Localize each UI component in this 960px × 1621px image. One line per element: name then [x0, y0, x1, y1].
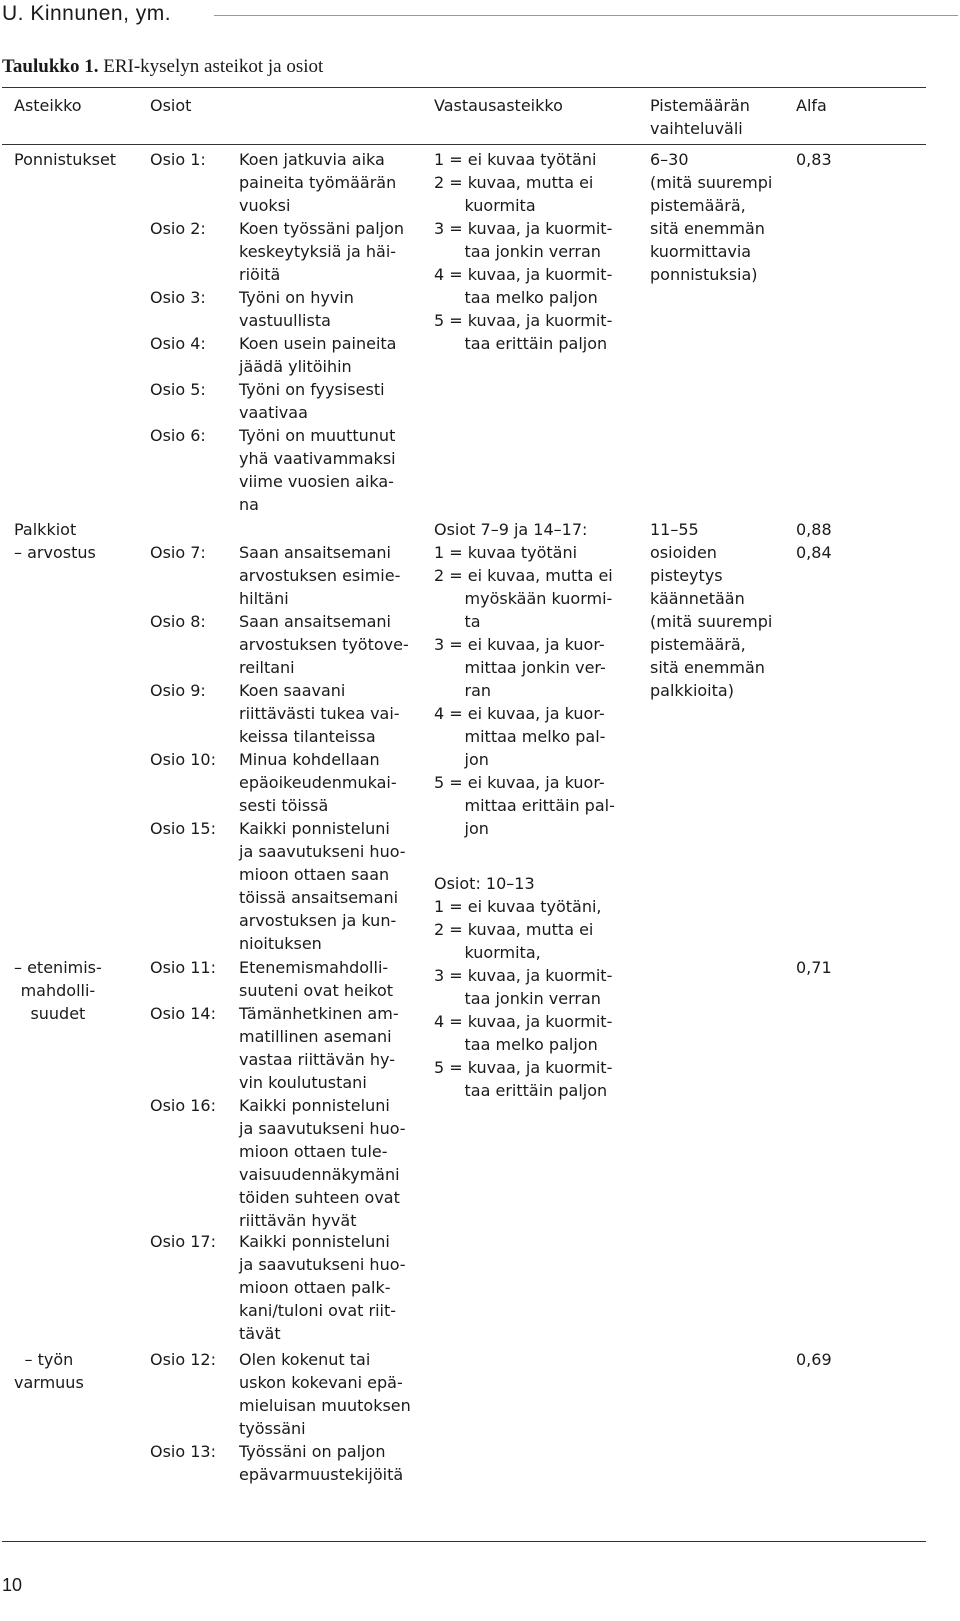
- scale-etenemismahdollisuudet: – etenimis- mahdolli- suudet: [14, 958, 102, 1023]
- response-scale-reward-a: Osiot 7–9 ja 14–17: 1 = kuvaa työtäni 2 = ei kuvaa, mutta ei myöskään kuormi- ta 3 = ei kuvaa, ja kuor- mittaa jonkin ver- ran 4 = ei kuvaa, ja kuor- mittaa melko pal- jon 5 = ei kuvaa, ja kuor- mittaa erittäin pal- jon: [434, 520, 615, 838]
- item-text: Saan ansaitsemani arvostuksen työtove- reiltani: [239, 612, 409, 677]
- item-text: Saan ansaitsemani arvostuksen esimie- hiltäni: [239, 543, 401, 608]
- scale-ponnistukset: Ponnistukset: [14, 150, 117, 169]
- item-text: Työni on muuttunut yhä vaativammaksi viime vuosien aika- na: [239, 426, 396, 514]
- alpha-ponnistukset: 0,83: [796, 150, 832, 169]
- header-osiot: Osiot: [150, 96, 192, 115]
- item-id: Osio 15:: [150, 819, 216, 838]
- header-pistemaaran-vaihteluvali: Pistemäärän vaihteluväli: [650, 96, 750, 138]
- item-text: Kaikki ponnisteluni ja saavutukseni huo- mioon ottaen palk- kani/tuloni ovat riit- tävät: [239, 1232, 406, 1343]
- table-caption: [2, 54, 323, 80]
- item-text: Tämänhetkinen am- matillinen asemani vastaa riittävän hy- vin koulutustani: [239, 1004, 399, 1092]
- table-header-rule: [2, 144, 926, 145]
- item-id: Osio 14:: [150, 1004, 216, 1023]
- item-text: Työni on hyvin vastuullista: [239, 288, 354, 330]
- item-id: Osio 4:: [150, 334, 206, 353]
- item-text: Työssäni on paljon epävarmuustekijöitä: [239, 1442, 404, 1484]
- item-id: Osio 7:: [150, 543, 206, 562]
- response-scale-reward-b: Osiot: 10–13 1 = ei kuvaa työtäni, 2 = kuvaa, mutta ei kuormita, 3 = kuvaa, ja kuormit- taa jonkin verran 4 = kuvaa, ja kuormit- taa melko paljon 5 = kuvaa, ja kuormit- taa erittäin paljon: [434, 874, 613, 1100]
- item-id: Osio 12:: [150, 1350, 216, 1369]
- item-id: Osio 3:: [150, 288, 206, 307]
- item-id: Osio 2:: [150, 219, 206, 238]
- header-rule-line: [214, 15, 958, 16]
- caption-label: Taulukko 1.: [2, 56, 99, 77]
- item-text: Kaikki ponnisteluni ja saavutukseni huo- mioon ottaen saan töissä ansaitsemani arvostuksen ja kun- nioituksen: [239, 819, 406, 953]
- scale-arvostus: – arvostus: [14, 543, 96, 562]
- item-id: Osio 6:: [150, 426, 206, 445]
- alpha-etenemismahdollisuudet: 0,71: [796, 958, 832, 977]
- item-text: Koen työssäni paljon keskeytyksiä ja häi- riöitä: [239, 219, 405, 284]
- response-scale-effort: 1 = ei kuvaa työtäni 2 = kuvaa, mutta ei kuormita 3 = kuvaa, ja kuormit- taa jonkin verran 4 = kuvaa, ja kuormit- taa melko paljon 5 = kuvaa, ja kuormit- taa erittäin paljon: [434, 150, 613, 353]
- alpha-arvostus: 0,84: [796, 543, 832, 562]
- item-id: Osio 1:: [150, 150, 206, 169]
- page-number: 10: [2, 1575, 23, 1595]
- header-vastausasteikko: Vastausasteikko: [434, 96, 563, 115]
- item-id: Osio 5:: [150, 380, 206, 399]
- item-text: Koen usein paineita jäädä ylitöihin: [239, 334, 397, 376]
- item-id: Osio 16:: [150, 1096, 216, 1115]
- scale-tyon-varmuus: – työn varmuus: [14, 1350, 84, 1392]
- range-reward: 11–55 osioiden pisteytys käännetään (mitä suurempi pistemäärä, sitä enemmän palkkioita): [650, 520, 773, 700]
- item-text: Etenemismahdolli- suuteni ovat heikot: [239, 958, 394, 1000]
- item-id: Osio 9:: [150, 681, 206, 700]
- alpha-tyon-varmuus: 0,69: [796, 1350, 832, 1369]
- item-id: Osio 8:: [150, 612, 206, 631]
- item-text: Kaikki ponnisteluni ja saavutukseni huo- mioon ottaen tule- vaisuudennäkymäni töiden suhteen ovat riittävän hyvät: [239, 1096, 406, 1230]
- item-text: Olen kokenut tai uskon kokevani epä- mieluisan muutoksen työssäni: [239, 1350, 411, 1438]
- item-id: Osio 11:: [150, 958, 216, 977]
- alpha-palkkiot: 0,88: [796, 520, 832, 539]
- item-text: Minua kohdellaan epäoikeudenmukai- sesti töissä: [239, 750, 397, 815]
- running-head: U. Kinnunen, ym.: [2, 2, 172, 25]
- item-text: Työni on fyysisesti vaativaa: [239, 380, 385, 422]
- scale-palkkiot: Palkkiot: [14, 520, 77, 539]
- item-id: Osio 10:: [150, 750, 216, 769]
- item-text: Koen jatkuvia aika paineita työmäärän vuoksi: [239, 150, 397, 215]
- caption-text: ERI-kyselyn asteikot ja osiot: [98, 56, 324, 77]
- header-alfa: Alfa: [796, 96, 827, 115]
- item-id: Osio 17:: [150, 1232, 216, 1251]
- item-text: Koen saavani riittävästi tukea vai- keissa tilanteissa: [239, 681, 400, 746]
- header-asteikko: Asteikko: [14, 96, 82, 115]
- range-effort: 6–30 (mitä suurempi pistemäärä, sitä enemmän kuormittavia ponnistuksia): [650, 150, 773, 284]
- item-id: Osio 13:: [150, 1442, 216, 1461]
